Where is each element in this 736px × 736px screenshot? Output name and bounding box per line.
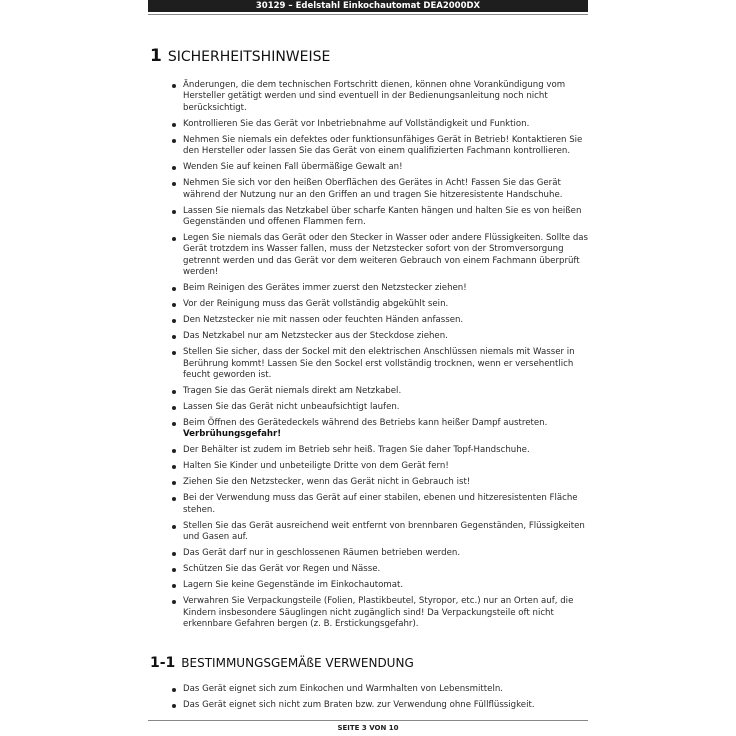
bullet-icon — [172, 525, 176, 529]
list-item-text: Tragen Sie das Gerät niemals direkt am Netzkabel. — [183, 386, 402, 397]
bullet-icon — [172, 704, 176, 708]
list-item — [172, 299, 590, 310]
bullet-icon — [172, 319, 176, 323]
list-item-text: Ziehen Sie den Netzstecker, wenn das Gerät nicht in Gebrauch ist! — [183, 477, 471, 488]
list-item — [172, 596, 590, 630]
list-item-text: Der Behälter ist zudem im Betrieb sehr heiß. Tragen Sie daher Topf-Handschuhe. — [183, 445, 530, 456]
list-item-text: Beim Reinigen des Gerätes immer zuerst den Netzstecker ziehen! — [183, 283, 467, 294]
list-item-text: Kontrollieren Sie das Gerät vor Inbetriebnahme auf Vollständigkeit und Funktion. — [183, 118, 530, 129]
list-item — [172, 445, 590, 456]
list-item-text: Nehmen Sie niemals ein defektes oder funktionsunfähiges Gerät in Betrieb! Kontaktieren Sie den Hersteller oder lassen Sie das Gerät von einem qualifizierten Fachmann kontrollieren. — [183, 134, 583, 157]
bullet-icon — [172, 568, 176, 572]
list-item — [172, 684, 590, 695]
list-item — [172, 418, 590, 441]
list-item — [172, 135, 590, 158]
bullet-icon — [172, 552, 176, 556]
subsection-title: BESTIMMUNGSGEMÄßE VERWENDUNG — [181, 656, 414, 670]
list-item — [172, 315, 590, 326]
list-item — [172, 564, 590, 575]
bullet-icon — [172, 237, 176, 241]
bullet-icon — [172, 351, 176, 355]
bullet-icon — [172, 600, 176, 604]
list-item-text: Bei der Verwendung muss das Gerät auf einer stabilen, ebenen und hitzeresistenten Fläche stehen. — [183, 493, 578, 515]
bullet-icon — [172, 123, 176, 127]
bullet-icon — [172, 390, 176, 394]
list-item-text: Änderungen, die dem technischen Fortschritt dienen, können ohne Vorankündigung vom Hersteller getätigt werden und sind eventuell in der Bedienungsanleitung noch nicht berücksichtigt. — [183, 80, 566, 113]
list-item — [172, 162, 590, 173]
subsection-heading — [150, 655, 590, 671]
bullet-icon — [172, 465, 176, 469]
list-item-text: Wenden Sie auf keinen Fall übermäßige Gewalt an! — [183, 162, 403, 173]
list-item-text: Das Gerät eignet sich nicht zum Braten bzw. zur Verwendung ohne Füllflüssigkeit. — [183, 700, 535, 710]
list-item — [172, 580, 590, 591]
list-item-text: Stellen Sie das Gerät ausreichend weit entfernt von brennbaren Gegenständen, Flüssigkeiten und Gasen auf. — [183, 520, 585, 543]
list-item — [172, 493, 590, 516]
page-number: SEITE 3 VON 10 — [337, 724, 399, 732]
list-item-text: Lagern Sie keine Gegenstände im Einkochautomat. — [183, 580, 404, 591]
list-item-text: Nehmen Sie sich vor den heißen Oberflächen des Gerätes in Acht! Fassen Sie das Gerät während der Nutzung nur an den Griffen an und tragen Sie hitzeresistente Handschuhe. — [183, 178, 563, 200]
bullet-icon — [172, 210, 176, 214]
header-title: 30129 – Edelstahl Einkochautomat DEA2000DX — [255, 1, 481, 11]
list-item — [172, 283, 590, 294]
list-item-text: Vor der Reinigung muss das Gerät vollständig abgekühlt sein. — [183, 299, 449, 310]
list-item-text: Legen Sie niemals das Gerät oder den Stecker in Wasser oder andere Flüssigkeiten. Sollte das Gerät trotzdem ins Wasser fallen, muss der Netzstecker sofort von der Stromversorgung getrennt werden und das Gerät vor dem weiteren Gebrauch von einem Fachmann überprüft werden! — [183, 233, 589, 278]
bullet-icon — [172, 497, 176, 501]
header-divider — [148, 14, 588, 15]
intended-use-list — [172, 684, 590, 716]
list-item — [172, 461, 590, 472]
section-title: SICHERHEITSHINWEISE — [167, 49, 331, 65]
bullet-icon — [172, 688, 176, 692]
list-item-text: Das Gerät darf nur in geschlossenen Räumen betrieben werden. — [183, 548, 461, 559]
list-item-text: Das Netzkabel nur am Netzstecker aus der Steckdose ziehen. — [183, 331, 448, 342]
list-item-text: Beim Öffnen des Gerätedeckels während des Betriebs kann heißer Dampf austreten. — [183, 418, 548, 429]
safety-list — [172, 80, 590, 635]
bullet-icon — [172, 584, 176, 588]
page-header — [148, 0, 588, 12]
footer-divider — [148, 720, 588, 721]
list-item — [172, 233, 590, 279]
list-item-text: Lassen Sie niemals das Netzkabel über scharfe Kanten hängen und halten Sie es von heißen Gegenständen und offenen Flammen fern. — [183, 205, 582, 228]
subsection-number: 1-1 — [150, 655, 176, 671]
list-item-text: Den Netzstecker nie mit nassen oder feuchten Händen anfassen. — [183, 315, 464, 326]
list-item — [172, 402, 590, 413]
list-item-text: Stellen Sie sicher, dass der Sockel mit den elektrischen Anschlüssen niemals mit Wasser in Berührung kommt! Lassen Sie den Sockel erst vollständig trocknen, wenn er versehentlich feucht geworden ist. — [183, 347, 575, 381]
bullet-icon — [172, 287, 176, 291]
list-item — [172, 206, 590, 229]
list-item — [172, 80, 590, 114]
bullet-icon — [172, 335, 176, 339]
list-item-text: Lassen Sie das Gerät nicht unbeaufsichtigt laufen. — [183, 402, 400, 413]
bullet-icon — [172, 139, 176, 143]
bullet-icon — [172, 84, 176, 88]
bullet-icon — [172, 182, 176, 186]
list-item — [172, 548, 590, 559]
list-item-text: Schützen Sie das Gerät vor Regen und Nässe. — [183, 564, 381, 575]
bullet-icon — [172, 481, 176, 485]
list-item-warning: Verbrühungsgefahr! — [183, 429, 282, 440]
list-item-text: Halten Sie Kinder und unbeteiligte Dritte von dem Gerät fern! — [183, 461, 449, 472]
list-item — [172, 700, 590, 711]
list-item — [172, 178, 590, 201]
bullet-icon — [172, 449, 176, 453]
list-item — [172, 347, 590, 381]
section-heading — [150, 46, 590, 66]
list-item-text: Das Gerät eignet sich zum Einkochen und Warmhalten von Lebensmitteln. — [183, 684, 504, 694]
list-item — [172, 331, 590, 342]
list-item — [172, 521, 590, 544]
section-number: 1 — [150, 46, 162, 66]
bullet-icon — [172, 422, 176, 426]
list-item — [172, 477, 590, 488]
bullet-icon — [172, 303, 176, 307]
list-item-text: Verwahren Sie Verpackungsteile (Folien, Plastikbeutel, Styropor, etc.) nur an Orten auf, die Kindern insbesondere Säuglingen nicht zugänglich sind! Da Verpackungsteile oft nicht erkennbare Gefahren bergen (z. B. Erstickungsgefahr). — [183, 596, 574, 630]
list-item — [172, 386, 590, 397]
bullet-icon — [172, 406, 176, 410]
list-item — [172, 119, 590, 130]
bullet-icon — [172, 166, 176, 170]
